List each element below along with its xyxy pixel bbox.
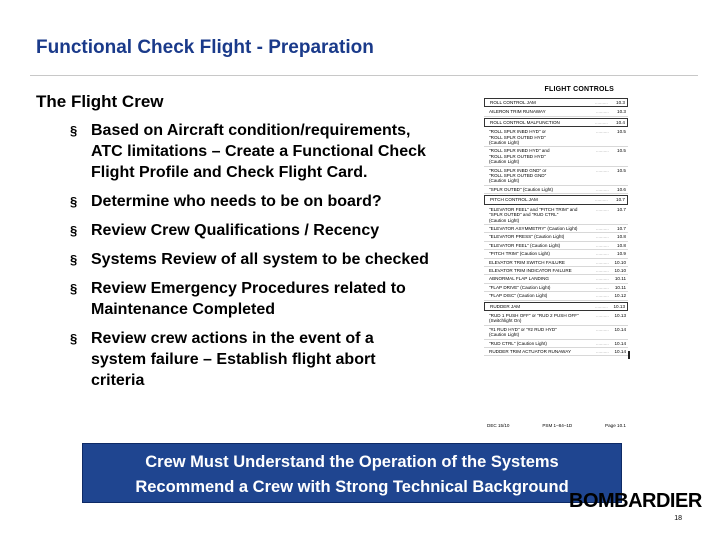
change-bar [628,351,630,359]
checklist-row-page: 10.8 [617,242,626,248]
checklist-row-label: "FLAP DRIVE" (Caution Light) [489,284,551,290]
key-message-banner [82,443,622,503]
checklist-row [484,267,628,275]
slide-title: Functional Check Flight - Preparation [36,37,374,58]
checklist-row-label: "RUD CTRL" (Caution Light) [489,340,547,346]
banner-line: Crew Must Understand the Operation of the Systems [145,453,559,471]
checklist-row-label: "ELEVATOR PRESS" (Caution Light) [489,234,565,240]
checklist-row-page: 10.12 [614,293,626,299]
checklist-row-label: "RUD 1 PUSH OFF" or "RUD 2 PUSH OFF" (Switchlight On) [489,312,579,324]
checklist-leader-dots: .......... [596,293,609,299]
checklist-leader-dots: .......... [596,276,609,282]
checklist-row-page: 10.13 [614,312,626,318]
checklist-leader-dots: .......... [596,242,609,248]
checklist-row-label: RUDDER TRIM ACTUATOR RUNAWAY [489,349,572,354]
bullet-item [70,328,430,391]
checklist-row [484,108,628,116]
checklist-row [484,340,628,348]
checklist-row-label: ROLL CONTROL JAM [490,100,536,105]
checklist-row-label: "ELEVATOR ASYMMETRY" (Caution Light) [489,225,578,231]
checklist-row [484,186,628,194]
checklist-row [484,118,628,127]
checklist-leader-dots: .......... [596,148,609,154]
checklist-row [484,242,628,250]
checklist-row [484,206,628,225]
checklist-footer-page: Page 10.1 [605,423,626,428]
checklist-row-page: 10.11 [614,276,626,282]
bullet-list [70,120,430,399]
checklist-row-page: 10.14 [614,340,626,346]
checklist-footer [487,423,628,428]
page-number: 18 [674,515,682,522]
checklist-row-label: "ELEVATOR FEEL" (Caution Light) [489,242,561,248]
checklist-row-page: 10.13 [613,303,625,309]
checklist-row-label: RUDDER JAM [490,303,521,309]
section-subtitle: The Flight Crew [36,92,164,111]
checklist-row-label: "ELEVATOR FEEL" and "PITCH TRIM" and "SPLR OUTBD" and "RUD CTRL" (Caution Light) [489,206,578,223]
checklist-leader-dots: .......... [596,129,609,135]
checklist-row-label: ELEVATOR TRIM SWITCH FAILURE [489,259,565,265]
checklist-row-label: "ROLL SPLR INBD HYD" and "ROLL SPLR OUTBD HYD" (Caution Light) [489,148,550,165]
checklist-leader-dots: .......... [596,186,609,192]
checklist-footer-date: DEC 15/10 [487,423,510,428]
checklist-row [484,250,628,258]
checklist-footer-doc: PSM 1–84–1D [542,423,573,428]
bullet-item [70,120,430,183]
checklist-leader-dots: .......... [595,119,608,125]
checklist-row [484,284,628,292]
checklist-leader-dots: .......... [596,267,609,273]
checklist-row [484,233,628,241]
bullet-text: Based on Aircraft condition/requirements, ATC limitations – Create a Functional Check Flight Profile and Check Flight Card. [91,122,426,181]
checklist-row-label: ABNORMAL FLAP LANDING [489,276,549,282]
checklist-row [484,348,628,356]
checklist-leader-dots: .......... [596,326,609,332]
checklist-row-page: 10.11 [614,284,626,290]
checklist-leader-dots: .......... [595,303,608,309]
checklist-row-page: 10.6 [617,186,626,192]
checklist-row-page: 10.3 [616,100,625,105]
checklist-row-label: "#1 RUD HYD" or "#2 RUD HYD" (Caution Light) [489,326,557,338]
checklist-row-label: "SPLR OUTBD" (Caution Light) [489,186,554,192]
checklist-rows [484,98,628,356]
checklist-row-page: 10.5 [617,167,626,173]
bombardier-logo: BOMBARDIER [569,490,702,512]
checklist-row [484,326,628,340]
banner-line: Recommend a Crew with Strong Technical Background [135,478,569,496]
bullet-text: Systems Review of all system to be checked [91,251,429,268]
bullet-text: Determine who needs to be on board? [91,193,382,210]
checklist-row [484,292,628,300]
checklist-row-page: 10.3 [617,109,626,115]
bullet-item [70,220,430,241]
checklist-row [484,225,628,233]
checklist-row [484,275,628,283]
bullet-marker: § [70,194,78,209]
checklist-row-label: PITCH CONTROL JAM [490,197,538,203]
flight-controls-checklist-image [484,86,628,432]
checklist-leader-dots: .......... [596,259,609,265]
checklist-row-label: ROLL CONTROL MALFUNCTION [490,119,560,125]
checklist-row [484,147,628,166]
checklist-leader-dots: .......... [596,284,609,290]
checklist-row-label: "PITCH TRIM" (Caution Light) [489,251,550,257]
checklist-leader-dots: .......... [596,234,609,240]
checklist-leader-dots: .......... [596,340,609,346]
bullet-marker: § [70,223,78,238]
checklist-row [484,312,628,326]
checklist-row-page: 10.14 [614,326,626,332]
bullet-marker: § [70,281,78,296]
bullet-marker: § [70,331,78,346]
checklist-row-label: "ROLL SPLR INBD GND" or "ROLL SPLR OUTBD GND" (Caution Light) [489,167,547,184]
checklist-row-page: 10.5 [617,129,626,135]
checklist-leader-dots: .......... [595,197,608,203]
checklist-row-page: 10.7 [617,206,626,212]
checklist-row-label: ELEVATOR TRIM INDICATOR FAILURE [489,267,572,273]
checklist-row-label: "ROLL SPLR INBD HYD" or "ROLL SPLR OUTBD HYD" (Caution Light) [489,129,546,146]
checklist-row-page: 10.9 [617,251,626,257]
bullet-marker: § [70,252,78,267]
bullet-item [70,249,430,270]
bullet-marker: § [70,123,78,138]
checklist-leader-dots: .......... [596,225,609,231]
checklist-row-page: 10.5 [617,148,626,154]
checklist-row-label: "FLAP DISC" (Caution Light) [489,293,548,299]
bullet-text: Review crew actions in the event of a system failure – Establish flight abort criteria [91,330,376,389]
checklist-row [484,302,628,311]
bullet-item [70,191,430,212]
checklist-leader-dots: .......... [595,100,608,105]
title-divider [30,75,698,76]
bullet-text: Review Emergency Procedures related to Maintenance Completed [91,280,406,318]
checklist-row-page: 10.7 [616,197,625,203]
checklist-row-page: 10.10 [614,259,626,265]
checklist-leader-dots: .......... [596,167,609,173]
checklist-title: FLIGHT CONTROLS [544,86,614,93]
checklist-row-page: 10.8 [617,234,626,240]
checklist-leader-dots: .......... [596,349,609,354]
checklist-row-page: 10.4 [616,119,625,125]
checklist-row [484,195,628,204]
checklist-row [484,128,628,147]
checklist-row-label: AILERON TRIM RUNAWAY [489,109,546,115]
bullet-text: Review Crew Qualifications / Recency [91,222,380,239]
checklist-row-page: 10.14 [614,349,626,354]
checklist-leader-dots: .......... [596,251,609,257]
checklist-row-page: 10.10 [614,267,626,273]
checklist-row [484,98,628,107]
checklist-row [484,167,628,186]
checklist-leader-dots: .......... [596,206,609,212]
checklist-leader-dots: .......... [596,312,609,318]
checklist-row-page: 10.7 [617,225,626,231]
checklist-row [484,259,628,267]
bullet-item [70,278,430,320]
checklist-leader-dots: .......... [596,109,609,115]
